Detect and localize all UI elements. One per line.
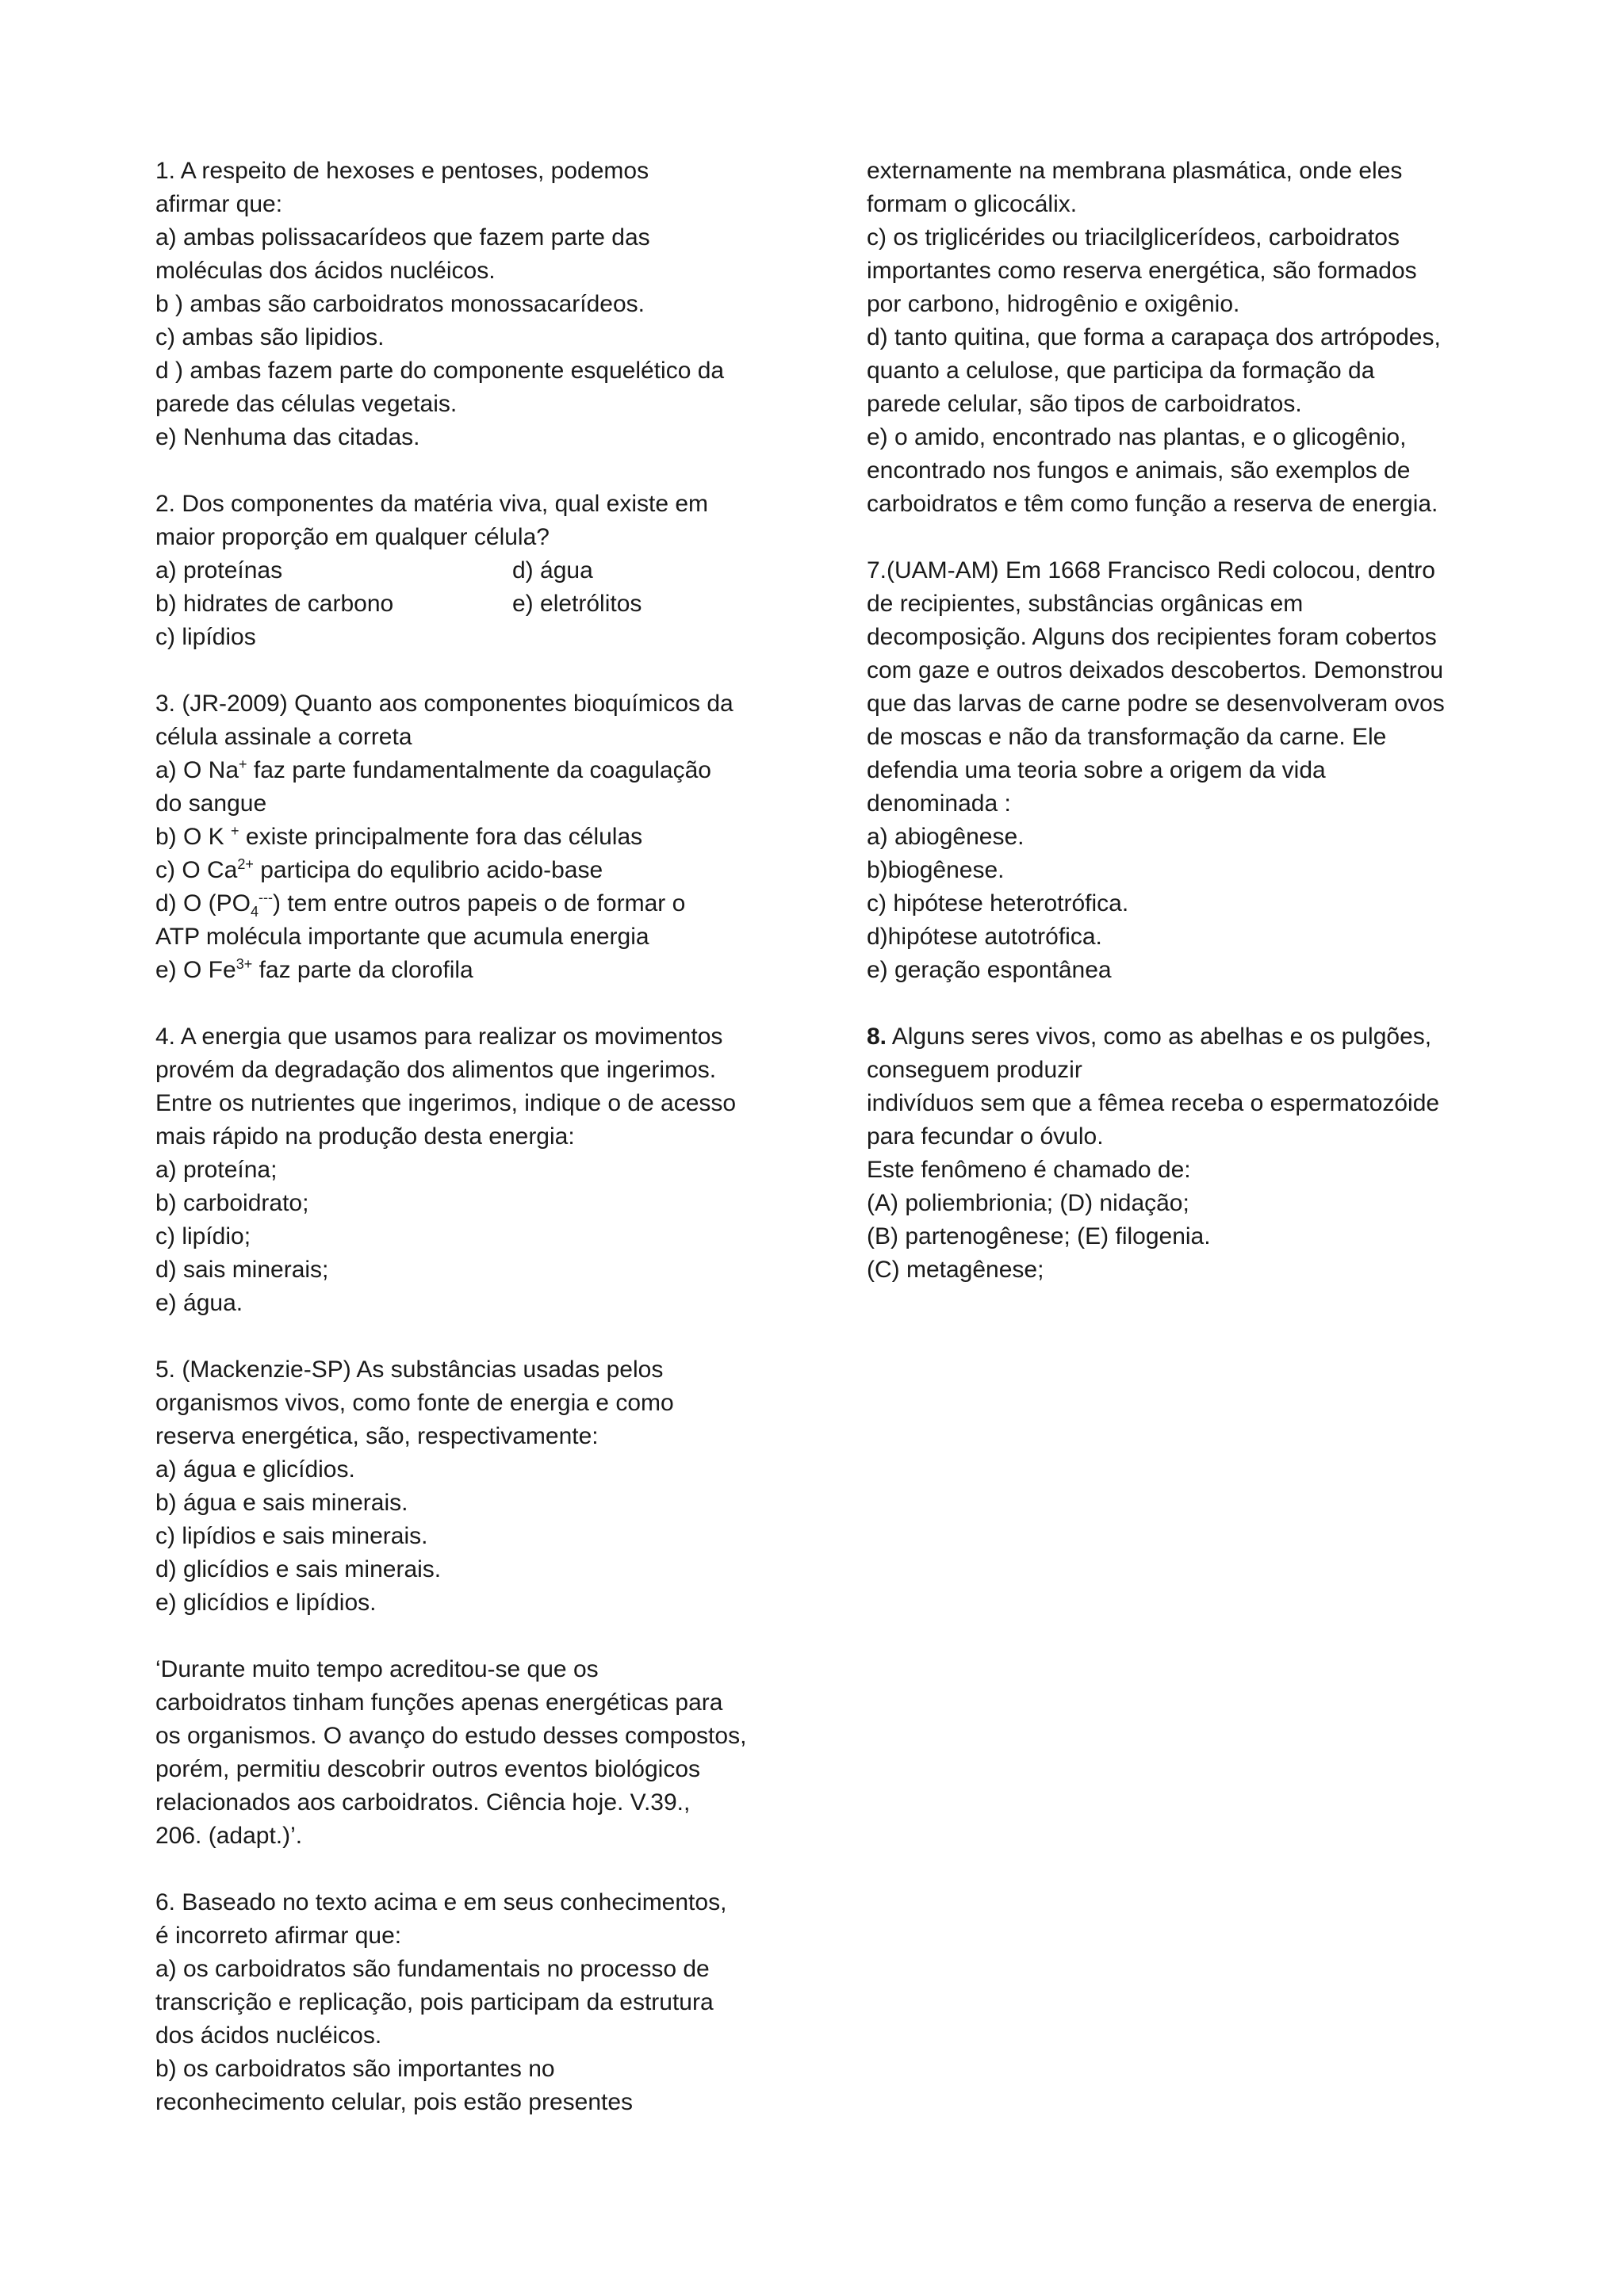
answer-option: a) abiogênese. (867, 824, 1025, 850)
answer-option (155, 954, 768, 987)
question-2 (155, 488, 768, 654)
answer-option: e) geração espontânea (867, 957, 1112, 983)
answer-option: ATP molécula importante que acumula energia (155, 924, 649, 950)
question-stem-line: indivíduos sem que a fêmea receba o espermatozóide (867, 1090, 1440, 1116)
answer-option: importantes como reserva energética, são formados (867, 258, 1417, 284)
superscript: 2+ (237, 856, 254, 872)
answer-option: c) ambas são lipidios. (155, 324, 385, 350)
answer-option-row (155, 587, 768, 621)
question-5 (155, 1353, 768, 1620)
question-stem-line: afirmar que: (155, 191, 283, 217)
answer-option: d ) ambas fazem parte do componente esquelético da (155, 358, 725, 384)
superscript: 3+ (236, 956, 253, 972)
answer-option: moléculas dos ácidos nucléicos. (155, 258, 496, 284)
answer-option: b)biogênese. (867, 857, 1005, 883)
option-text: participa do equlibrio acido-base (253, 857, 603, 883)
answer-option (155, 821, 768, 854)
option-text: ) tem entre outros papeis o de formar o (273, 890, 686, 916)
question-7 (867, 554, 1479, 987)
answer-option (155, 854, 768, 887)
answer-option: e) glicídios e lipídios. (155, 1590, 377, 1616)
answer-option: b) hidrates de carbono (155, 591, 394, 617)
answer-option: b) água e sais minerais. (155, 1490, 408, 1516)
answer-option: (A) poliembrionia; (D) nidação; (867, 1190, 1189, 1216)
option-text: c) O Ca (155, 857, 238, 883)
answer-option: (C) metagênese; (867, 1257, 1044, 1283)
question-stem-line: conseguem produzir (867, 1057, 1082, 1083)
question-stem-line: 2. Dos componentes da matéria viva, qual existe em (155, 491, 709, 517)
option-text: d) O (PO (155, 890, 251, 916)
answer-option: d) sais minerais; (155, 1257, 329, 1283)
question-stem-line: decomposição. Alguns dos recipientes foram cobertos (867, 624, 1437, 650)
answer-option: c) lipídios (155, 624, 256, 650)
question-stem-line: com gaze e outros deixados descobertos. Demonstrou (867, 657, 1444, 683)
answer-option: d)hipótese autotrófica. (867, 924, 1102, 950)
superscript: + (231, 823, 239, 839)
question-stem-line: defendia uma teoria sobre a origem da vida (867, 757, 1326, 783)
answer-option: c) lipídios e sais minerais. (155, 1523, 428, 1549)
answer-option: parede das células vegetais. (155, 391, 458, 417)
question-number: 8. (867, 1024, 887, 1050)
answer-option: e) eletrólitos (512, 591, 642, 617)
answer-option: e) o amido, encontrado nas plantas, e o glicogênio, (867, 424, 1407, 450)
question-stem-line: 4. A energia que usamos para realizar os movimentos (155, 1024, 723, 1050)
question-stem-line: de moscas e não da transformação da carne. Ele (867, 724, 1387, 750)
quote-passage (155, 1653, 768, 1853)
quote-line: relacionados aos carboidratos. Ciência hoje. V.39., (155, 1789, 691, 1816)
answer-option: do sangue (155, 790, 267, 817)
quote-line: ‘Durante muito tempo acreditou-se que os (155, 1656, 599, 1682)
question-stem-line: 5. (Mackenzie-SP) As substâncias usadas pelos (155, 1357, 664, 1383)
answer-option: e) Nenhuma das citadas. (155, 424, 420, 450)
question-stem-line: denominada : (867, 790, 1011, 817)
question-stem-line: reserva energética, são, respectivamente: (155, 1423, 599, 1449)
option-text: e) O Fe (155, 957, 236, 983)
question-stem-line: que das larvas de carne podre se desenvolveram ovos (867, 691, 1445, 717)
answer-option: b ) ambas são carboidratos monossacarídeos. (155, 291, 645, 317)
answer-option: por carbono, hidrogênio e oxigênio. (867, 291, 1240, 317)
question-stem-line (867, 1020, 1479, 1054)
answer-option: a) água e glicídios. (155, 1456, 355, 1483)
question-8 (867, 1020, 1479, 1287)
answer-option: dos ácidos nucléicos. (155, 2022, 382, 2049)
right-column (867, 155, 1479, 1320)
question-stem-line: célula assinale a correta (155, 724, 412, 750)
answer-option: externamente na membrana plasmática, onde eles (867, 158, 1403, 184)
answer-option: d) glicídios e sais minerais. (155, 1556, 442, 1582)
option-text: faz parte da clorofila (252, 957, 473, 983)
question-1 (155, 155, 768, 454)
answer-option: a) ambas polissacarídeos que fazem parte das (155, 224, 650, 251)
answer-option: b) carboidrato; (155, 1190, 309, 1216)
superscript: --- (259, 890, 274, 905)
option-text: faz parte fundamentalmente da coagulação (247, 757, 711, 783)
question-6-continued (867, 155, 1479, 521)
question-4 (155, 1020, 768, 1320)
quote-line: porém, permitiu descobrir outros eventos biológicos (155, 1756, 700, 1782)
answer-option: d) água (512, 557, 593, 584)
answer-option-row (155, 554, 768, 587)
answer-option: parede celular, são tipos de carboidratos. (867, 391, 1302, 417)
option-text: existe principalmente fora das células (239, 824, 643, 850)
question-stem-line: Entre os nutrientes que ingerimos, indique o de acesso (155, 1090, 737, 1116)
question-3 (155, 687, 768, 987)
left-column (155, 155, 768, 2152)
question-stem-line: 6. Baseado no texto acima e em seus conhecimentos, (155, 1889, 727, 1915)
question-stem-line: mais rápido na produção desta energia: (155, 1123, 575, 1150)
option-text: a) O Na (155, 757, 239, 783)
answer-option: c) lipídio; (155, 1223, 251, 1249)
question-stem-line: organismos vivos, como fonte de energia e como (155, 1390, 674, 1416)
quote-line: 206. (adapt.)’. (155, 1823, 303, 1849)
answer-option: d) tanto quitina, que forma a carapaça dos artrópodes, (867, 324, 1441, 350)
answer-option: carboidratos e têm como função a reserva de energia. (867, 491, 1438, 517)
answer-option: a) proteína; (155, 1157, 278, 1183)
question-stem-line: 7.(UAM-AM) Em 1668 Francisco Redi colocou, dentro (867, 557, 1435, 584)
superscript: + (239, 756, 247, 772)
answer-option: a) os carboidratos são fundamentais no processo de (155, 1956, 710, 1982)
question-6 (155, 1886, 768, 2119)
answer-option: e) água. (155, 1290, 243, 1316)
answer-option (155, 887, 768, 920)
answer-option: encontrado nos fungos e animais, são exemplos de (867, 457, 1411, 484)
question-stem-line: 1. A respeito de hexoses e pentoses, podemos (155, 158, 649, 184)
quote-line: os organismos. O avanço do estudo desses compostos, (155, 1723, 747, 1749)
answer-option: a) proteínas (155, 557, 283, 584)
answer-option: transcrição e replicação, pois participam da estrutura (155, 1989, 714, 2015)
question-stem-line: para fecundar o óvulo. (867, 1123, 1104, 1150)
answer-option: c) hipótese heterotrófica. (867, 890, 1129, 916)
question-stem-line: é incorreto afirmar que: (155, 1923, 402, 1949)
answer-option: reconhecimento celular, pois estão presentes (155, 2089, 634, 2115)
answer-option (155, 754, 768, 787)
answer-option: c) os triglicérides ou triacilglicerídeos, carboidratos (867, 224, 1400, 251)
option-text: b) O K (155, 824, 232, 850)
answer-option: (B) partenogênese; (E) filogenia. (867, 1223, 1211, 1249)
question-stem-line: de recipientes, substâncias orgânicas em (867, 591, 1304, 617)
answer-option: formam o glicocálix. (867, 191, 1078, 217)
question-stem-line: provém da degradação dos alimentos que ingerimos. (155, 1057, 717, 1083)
question-stem-line: 3. (JR-2009) Quanto aos componentes bioquímicos da (155, 691, 733, 717)
question-stem-line: maior proporção em qualquer célula? (155, 524, 550, 550)
question-stem-text: Alguns seres vivos, como as abelhas e os pulgões, (887, 1024, 1432, 1050)
answer-option: b) os carboidratos são importantes no (155, 2056, 555, 2082)
quote-line: carboidratos tinham funções apenas energéticas para (155, 1689, 723, 1716)
subscript: 4 (251, 904, 259, 920)
answer-option: quanto a celulose, que participa da formação da (867, 358, 1375, 384)
question-stem-line: Este fenômeno é chamado de: (867, 1157, 1191, 1183)
